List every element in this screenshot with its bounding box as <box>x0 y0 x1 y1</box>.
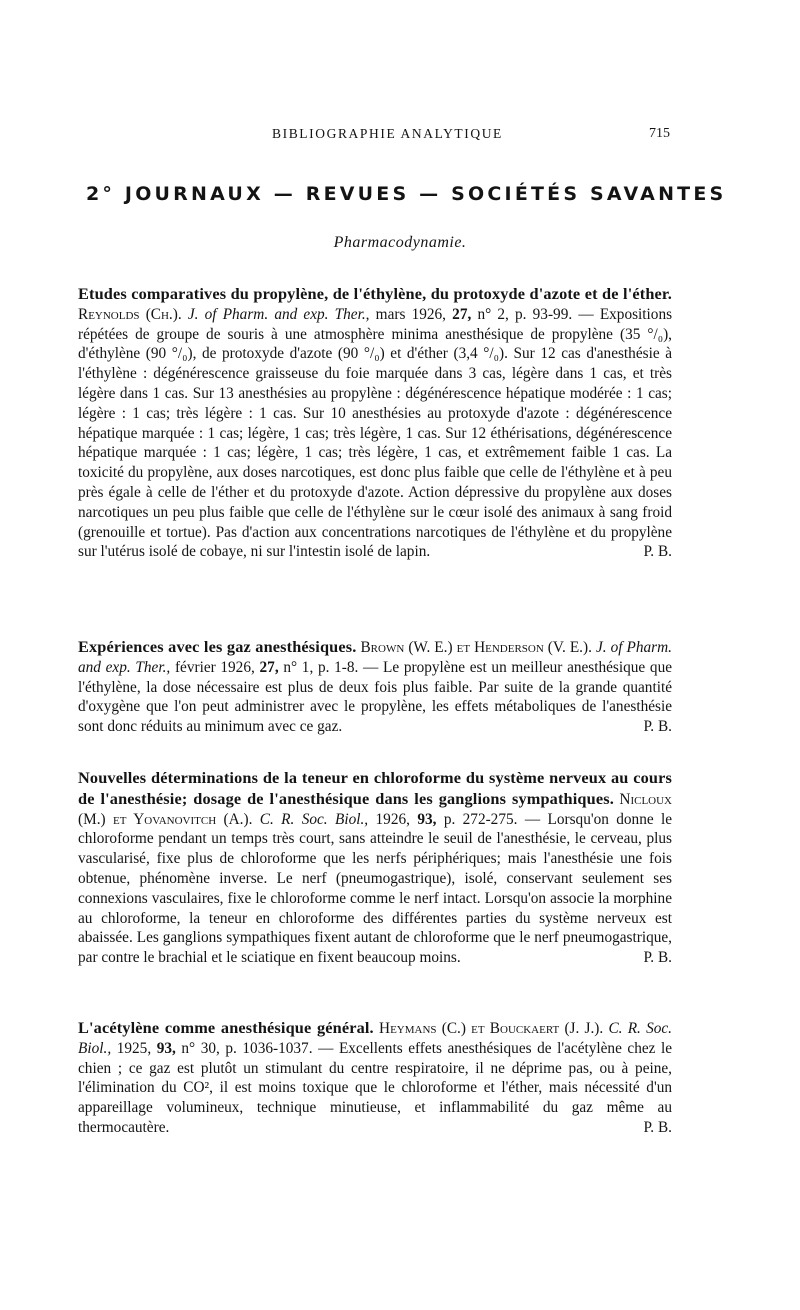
article-signature: P. B. <box>643 949 672 967</box>
article-signature: P. B. <box>643 543 672 561</box>
article-pages: n° 30, p. 1036-1037. — <box>181 1039 334 1057</box>
article-abstract: Le propylène est un meilleur anesthésique que l'éthylène, la dose nécessaire est plus de deux fois plus faible. Par suite de la grande quantité d'oxygène que l'on peut administrer avec le propylène, les effets métaboliques de l'anesthésie sont donc réduits au minimum avec ce gaz. <box>78 658 673 736</box>
article-citation: février 1926, <box>174 658 255 676</box>
article-title: L'acétylène comme anesthésique général. <box>78 1018 374 1037</box>
article-citation: 1925, <box>116 1039 152 1057</box>
subsection-title: Pharmacodynamie. <box>333 234 467 251</box>
article-abstract: Excellents effets anesthésiques de l'acétylène chez le chien ; ce gaz est plutôt un stimulant du centre respiratoire, il ne déprime pas, ou à peine, l'élimination du CO², il est moins toxique que le chloroforme et l'éther, mais nécessité d'un appareillage volumineux, technique minutieuse, et inflammabilité du gaz même au thermocautère. <box>78 1039 673 1136</box>
running-title: BIBLIOGRAPHIE ANALYTIQUE <box>272 126 503 141</box>
section-title: 2° JOURNAUX — REVUES — SOCIÉTÉS SAVANTES <box>86 183 727 205</box>
running-head <box>0 126 800 146</box>
article-volume: 93, <box>417 810 437 828</box>
article-authors: Nicloux (M.) et Yovanovitch (A.). <box>78 790 673 828</box>
article-pages: n° 2, p. 93-99. — <box>477 305 594 323</box>
article-pages: p. 272-275. — <box>443 810 541 828</box>
article-authors: Heymans (C.) et Bouckaert (J. J.). <box>379 1020 604 1037</box>
article-journal: C. R. Soc. Biol., <box>78 1020 672 1057</box>
article-journal: J. of Pharm. and exp. Ther., <box>78 639 672 676</box>
page-number: 715 <box>649 126 670 141</box>
article-journal: C. R. Soc. Biol., <box>259 810 369 828</box>
article-title: Nouvelles déterminations de la teneur en chloroforme du système nerveux au cours de l'anesthésie; dosage de l'anesthésique dans les ganglions sympathiques. <box>78 768 672 808</box>
article-entry <box>78 768 672 968</box>
article-signature: P. B. <box>643 718 672 736</box>
article-title: Etudes comparatives du propylène, de l'éthylène, du protoxyde d'azote et de l'éther. <box>78 284 672 303</box>
article-volume: 27, <box>452 305 472 323</box>
article-title: Expériences avec les gaz anesthésiques. <box>78 637 357 656</box>
article-citation: mars 1926, <box>375 305 446 323</box>
article-journal: J. of Pharm. and exp. Ther., <box>187 305 370 323</box>
article-abstract: Lorsqu'on donne le chloroforme pendant un temps très court, sans atteindre le seuil de l'anesthésie, le cerveau, plus vascularisé, fixe plus de chloroforme que les nerfs périphériques; mais l'anesthésie une fois obtenue, phénomène inverse. Le nerf (pneumogastrique), isolé, conservant seulement ses connexions vasculaires, fixe le chloroforme comme le nerf intact. Lorsqu'on associe la morphine au chloroforme, la teneur en chloroforme des différentes parties du système nerveux est abaissée. Les ganglions sympathiques fixent autant de chloroforme que le nerf pneumogastrique, par contre le brachial et le sciatique en fixent beaucoup moins. <box>78 810 673 967</box>
article-volume: 93, <box>156 1039 176 1057</box>
article-authors: Brown (W. E.) et Henderson (V. E.). <box>360 639 592 656</box>
article-authors: Reynolds (Ch.). <box>78 305 182 323</box>
article-entry <box>78 1018 672 1138</box>
article-pages: n° 1, p. 1-8. — <box>283 658 379 676</box>
article-abstract: Expositions répétées de groupe de souris à une atmosphère minima anesthésique de propylène (35 °/₀), d'éthylène (90 °/₀), de protoxyde d'azote (90 °/₀) et d'éther (3,4 °/₀). Sur 12 cas d'anesthésie à l'éthylène : dégénérescence graisseuse du foie marquée dans 3 cas, légère dans 1 cas, et très légère dans 1 cas. Sur 13 anesthésies au propylène : dégénérescence hépatique modérée : 1 cas; légère : 1 cas; très légère : 1 cas. Sur 10 anesthésies au protoxyde d'azote : dégénérescence hépatique marquée : 1 cas; légère, 1 cas; très légère, 1 cas. Sur 12 éthérisations, dégénérescence hépatique marquée : 1 cas; légère, 1 cas; très légère, 1 cas, et extrêmement faible 1 cas. La toxicité du propylène, aux doses narcotiques, est donc plus faible que celle de l'éthylène et à peu près égale à celle de l'éther et du protoxyde d'azote. Action dépressive du propylène aux doses narcotiques un peu plus faible que celle de l'éthylène sur le cœur isolé des animaux à sang froid (grenouille et tortue). Pas d'action aux concentrations narcotiques de l'éthylène et du propylène sur l'utérus isolé de cobaye, ni sur l'intestin isolé de lapin. <box>78 305 673 561</box>
article-citation: 1926, <box>375 810 410 828</box>
article-entry <box>78 284 672 562</box>
article-entry <box>78 637 672 737</box>
article-signature: P. B. <box>643 1118 672 1136</box>
article-volume: 27, <box>259 658 279 676</box>
